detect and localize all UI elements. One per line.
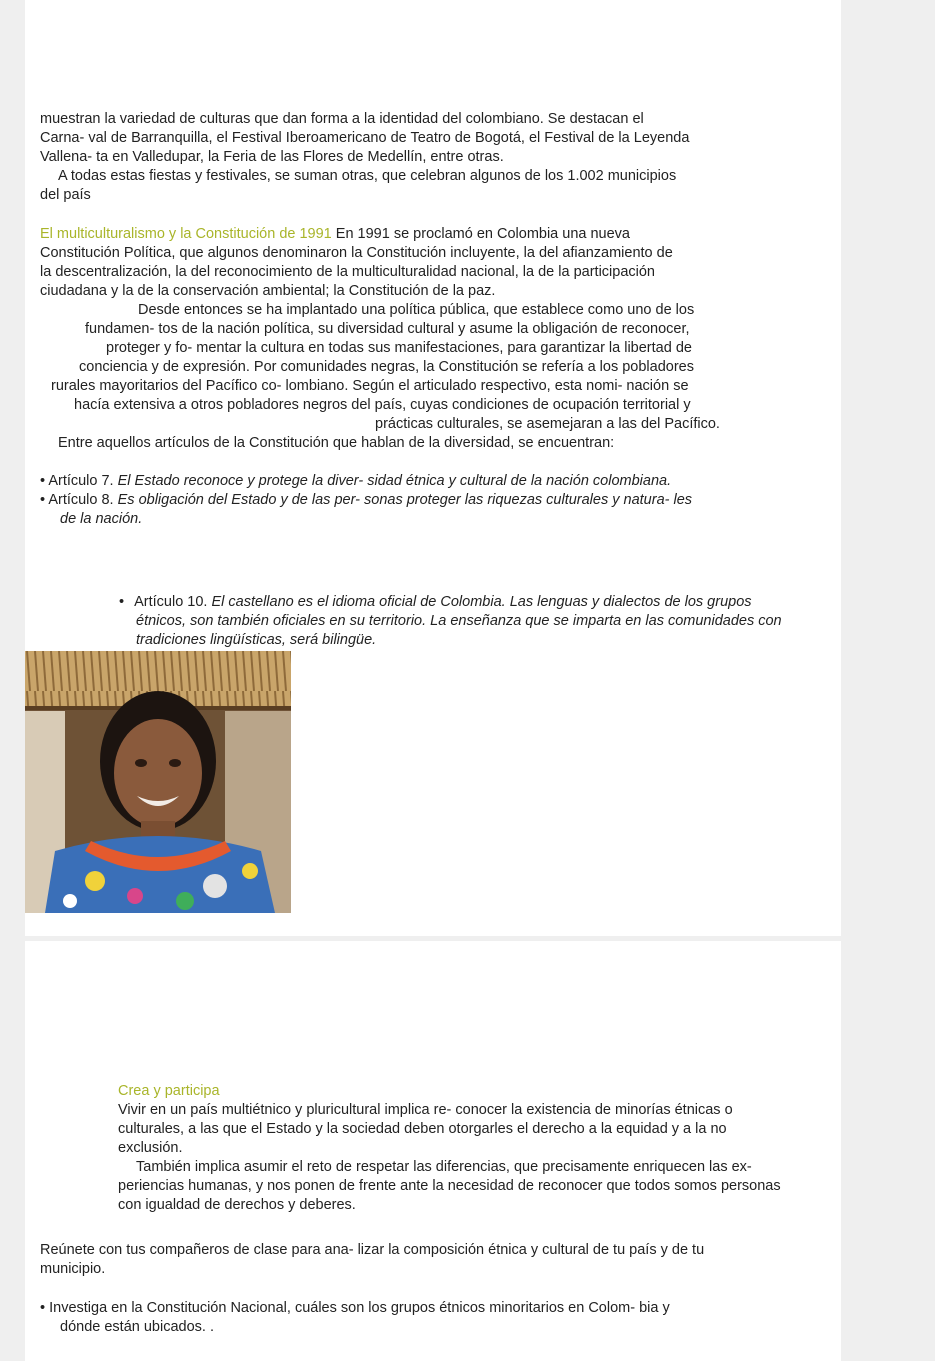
bullet-icon: • — [40, 1300, 46, 1316]
article-7 — [40, 472, 671, 491]
section-line-2: Constitución Política, que algunos denominaron la Constitución incluyente, la del afianzamiento de — [40, 245, 673, 261]
policy-line-4: conciencia y de expresión. Por comunidades negras, la Constitución se refería a los pobladores — [79, 359, 694, 375]
section-title: El multiculturalismo y la Constitución de 1991 — [40, 226, 332, 242]
articles-intro: Entre aquellos artículos de la Constitución que hablan de la diversidad, se encuentran: — [58, 435, 615, 451]
article-8 — [40, 491, 692, 510]
bullet-icon: • — [40, 492, 46, 508]
box-line-1: Vivir en un país multiétnico y pluricultural implica re- conocer la existencia de minorías étnicas o — [118, 1102, 733, 1118]
section-line-1: En 1991 se proclamó en Colombia una nueva — [335, 226, 631, 242]
article-8-text-2: de la nación. — [60, 511, 143, 527]
article-7-label: Artículo 7. — [48, 473, 114, 489]
article-7-text: El Estado reconoce y protege la diver- sidad étnica y cultural de la nación colombiana. — [117, 473, 672, 489]
article-10-text-1: El castellano es el idioma oficial de Colombia. Las lenguas y dialectos de los grupos — [211, 594, 752, 610]
policy-line-1: Desde entonces se ha implantado una política pública, que establece como uno de los — [138, 302, 695, 318]
intro-line-3: Vallena- ta en Valledupar, la Feria de las Flores de Medellín, entre otras. — [40, 149, 504, 165]
policy-line-6: hacía extensiva a otros pobladores negros del país, cuyas condiciones de ocupación territorial y — [74, 397, 691, 413]
intro-line-1: muestran la variedad de culturas que dan forma a la identidad del colombiano. Se destacan el — [40, 111, 644, 127]
portrait-illustration — [25, 651, 291, 913]
article-8-label: Artículo 8. — [48, 492, 114, 508]
policy-line-5: rurales mayoritarios del Pacífico co- lombiano. Según el articulado respectivo, esta nomi- nación se — [51, 378, 689, 394]
article-10-text-2: étnicos, son también oficiales en su territorio. La enseñanza que se imparta en las comunidades con — [136, 613, 782, 629]
bullet-icon: • — [119, 594, 125, 610]
box-line-6: con igualdad de derechos y deberes. — [118, 1197, 356, 1213]
woman-portrait-photo — [25, 651, 291, 913]
investiga-item — [40, 1299, 670, 1318]
fiestas-line-1: A todas estas fiestas y festivales, se suman otras, que celebran algunos de los 1.002 municipios — [58, 168, 677, 184]
article-10-text-3: tradiciones lingüísticas, será bilingüe. — [136, 632, 377, 648]
fiestas-line-2: del país — [40, 187, 91, 203]
box-line-4: También implica asumir el reto de respetar las diferencias, que precisamente enriquecen las ex- — [136, 1159, 752, 1175]
reunete-line-1: Reúnete con tus compañeros de clase para ana- lizar la composición étnica y cultural de tu país y de tu — [40, 1242, 705, 1258]
policy-line-3: proteger y fo- mentar la cultura en todas sus manifestaciones, para garantizar la libertad de — [106, 340, 692, 356]
box-line-3: exclusión. — [118, 1140, 183, 1156]
policy-line-2: fundamen- tos de la nación política, su diversidad cultural y asume la obligación de reconocer, — [85, 321, 690, 337]
investiga-line-1: Investiga en la Constitución Nacional, cuáles son los grupos étnicos minoritarios en Colom- bia y — [49, 1300, 670, 1316]
box-line-2: culturales, a las que el Estado y la sociedad deben otorgarles el derecho a la equidad y a la no — [118, 1121, 727, 1137]
section-line-3: la descentralización, la del reconocimiento de la multiculturalidad nacional, la de la participación — [40, 264, 655, 280]
reunete-line-2: municipio. — [40, 1261, 106, 1277]
article-8-text-1: Es obligación del Estado y de las per- sonas proteger las riquezas culturales y natura- les — [117, 492, 693, 508]
investiga-line-2: dónde están ubicados. . — [60, 1319, 214, 1335]
section-line-4: ciudadana y la de la conservación ambiental; la Constitución de la paz. — [40, 283, 496, 299]
bullet-icon: • — [40, 473, 46, 489]
article-10-label: Artículo 10. — [134, 594, 208, 610]
intro-line-2: Carna- val de Barranquilla, el Festival Iberoamericano de Teatro de Bogotá, el Festival de la Leyenda — [40, 130, 690, 146]
document-page-2 — [25, 941, 841, 1361]
document-page-1 — [25, 0, 841, 936]
policy-line-7: prácticas culturales, se asemejaran a las del Pacífico. — [375, 416, 720, 432]
box-line-5: periencias humanas, y nos ponen de frente ante la necesidad de reconocer que todos somos personas — [118, 1178, 781, 1194]
section-first-line — [40, 225, 630, 244]
article-10 — [119, 593, 752, 612]
box-title: Crea y participa — [118, 1083, 220, 1099]
